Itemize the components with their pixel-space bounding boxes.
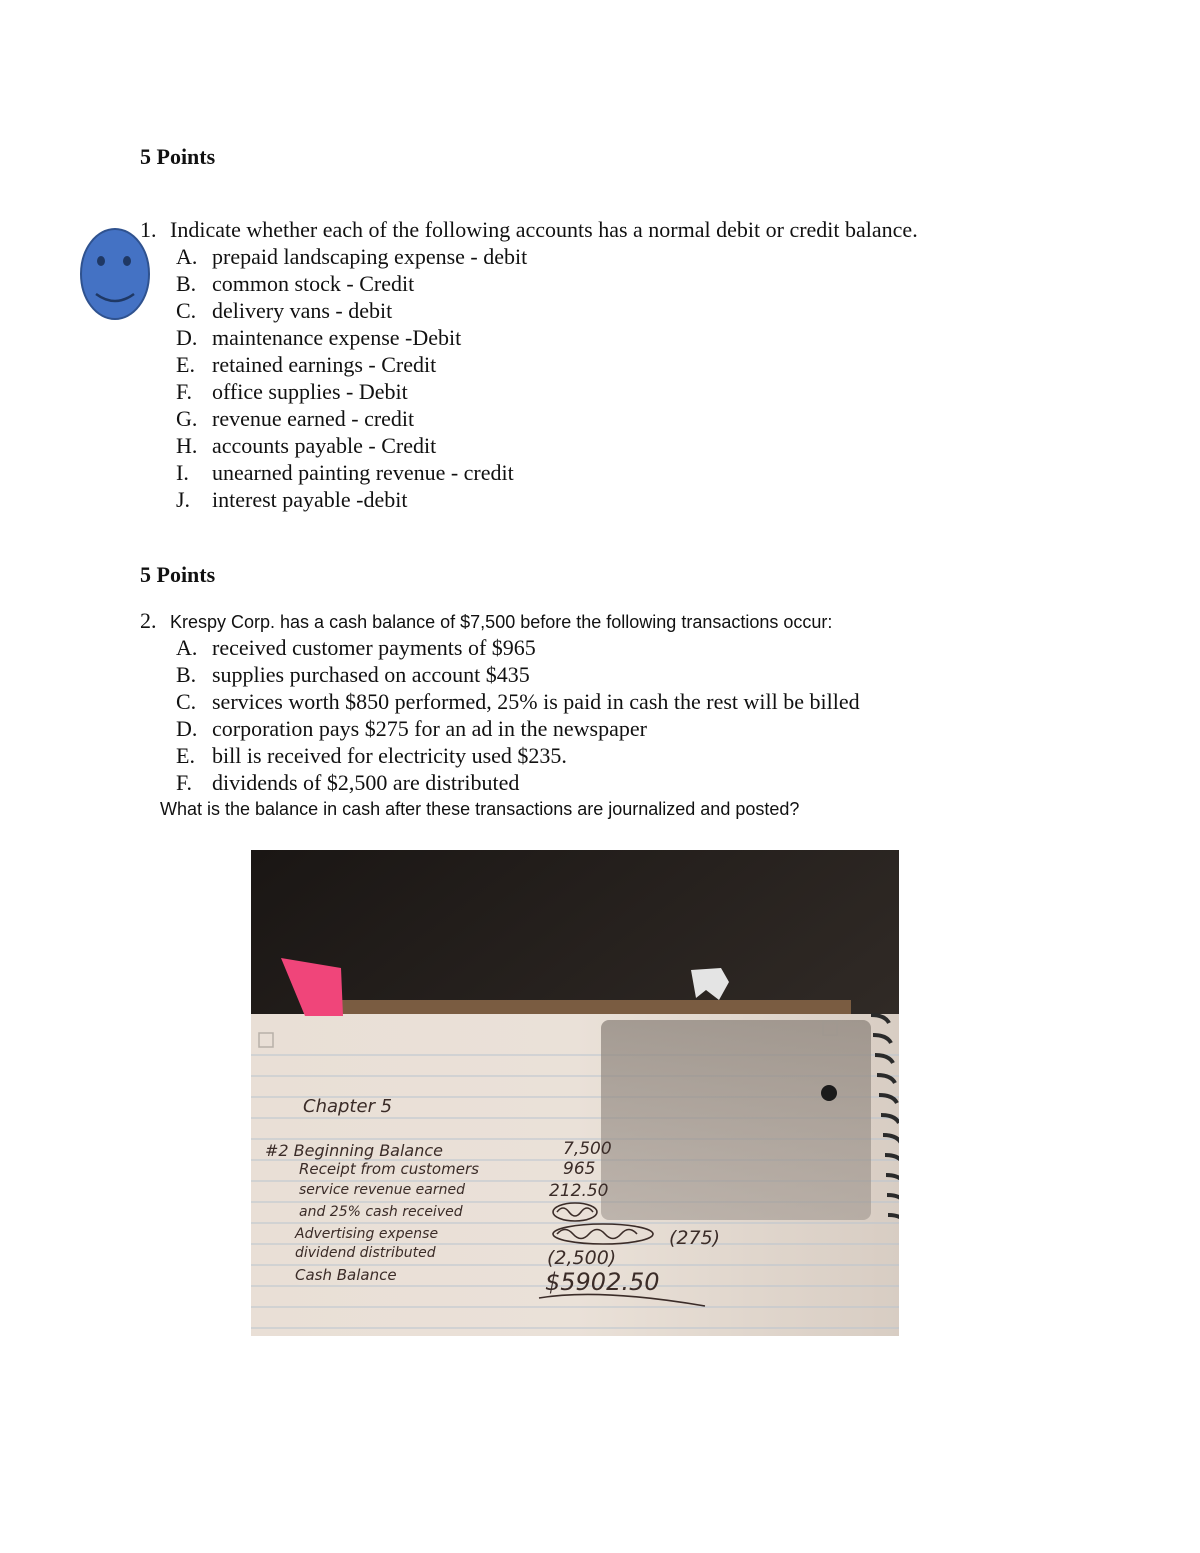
photo-row-amount: $5902.50	[545, 1268, 660, 1296]
question-2-text: Krespy Corp. has a cash balance of $7,500 before the following transactions occur:	[170, 612, 833, 632]
photo-row-label: service revenue earned	[299, 1182, 465, 1198]
photo-row-label: dividend distributed	[295, 1245, 436, 1261]
question-1-number: 1.	[140, 217, 157, 242]
photo-row-amount: 212.50	[549, 1181, 609, 1201]
question-2-followup: What is the balance in cash after these transactions are journalized and posted?	[160, 799, 800, 819]
section-2-points-heading: 5 Points	[140, 562, 216, 587]
photo-row-amount: (2,500)	[547, 1247, 617, 1269]
question-1-text: Indicate whether each of the following accounts has a normal debit or credit balance.	[170, 217, 918, 242]
photo-row-label: Receipt from customers	[299, 1160, 479, 1178]
section-1-points-heading: 5 Points	[140, 144, 216, 169]
photo-row-amount: (275)	[669, 1227, 721, 1249]
handwritten-answer-photo	[251, 850, 899, 1336]
photo-row-label: Cash Balance	[295, 1266, 397, 1284]
photo-row-label: #2 Beginning Balance	[265, 1141, 444, 1160]
photo-row-amount: 7,500	[563, 1139, 612, 1159]
question-2-number: 2.	[140, 608, 157, 633]
photo-row-amount: 965	[563, 1159, 596, 1179]
photo-row-label: and 25% cash received	[299, 1204, 463, 1220]
photo-heading: Chapter 5	[303, 1096, 393, 1117]
photo-row-label: Advertising expense	[295, 1226, 439, 1242]
